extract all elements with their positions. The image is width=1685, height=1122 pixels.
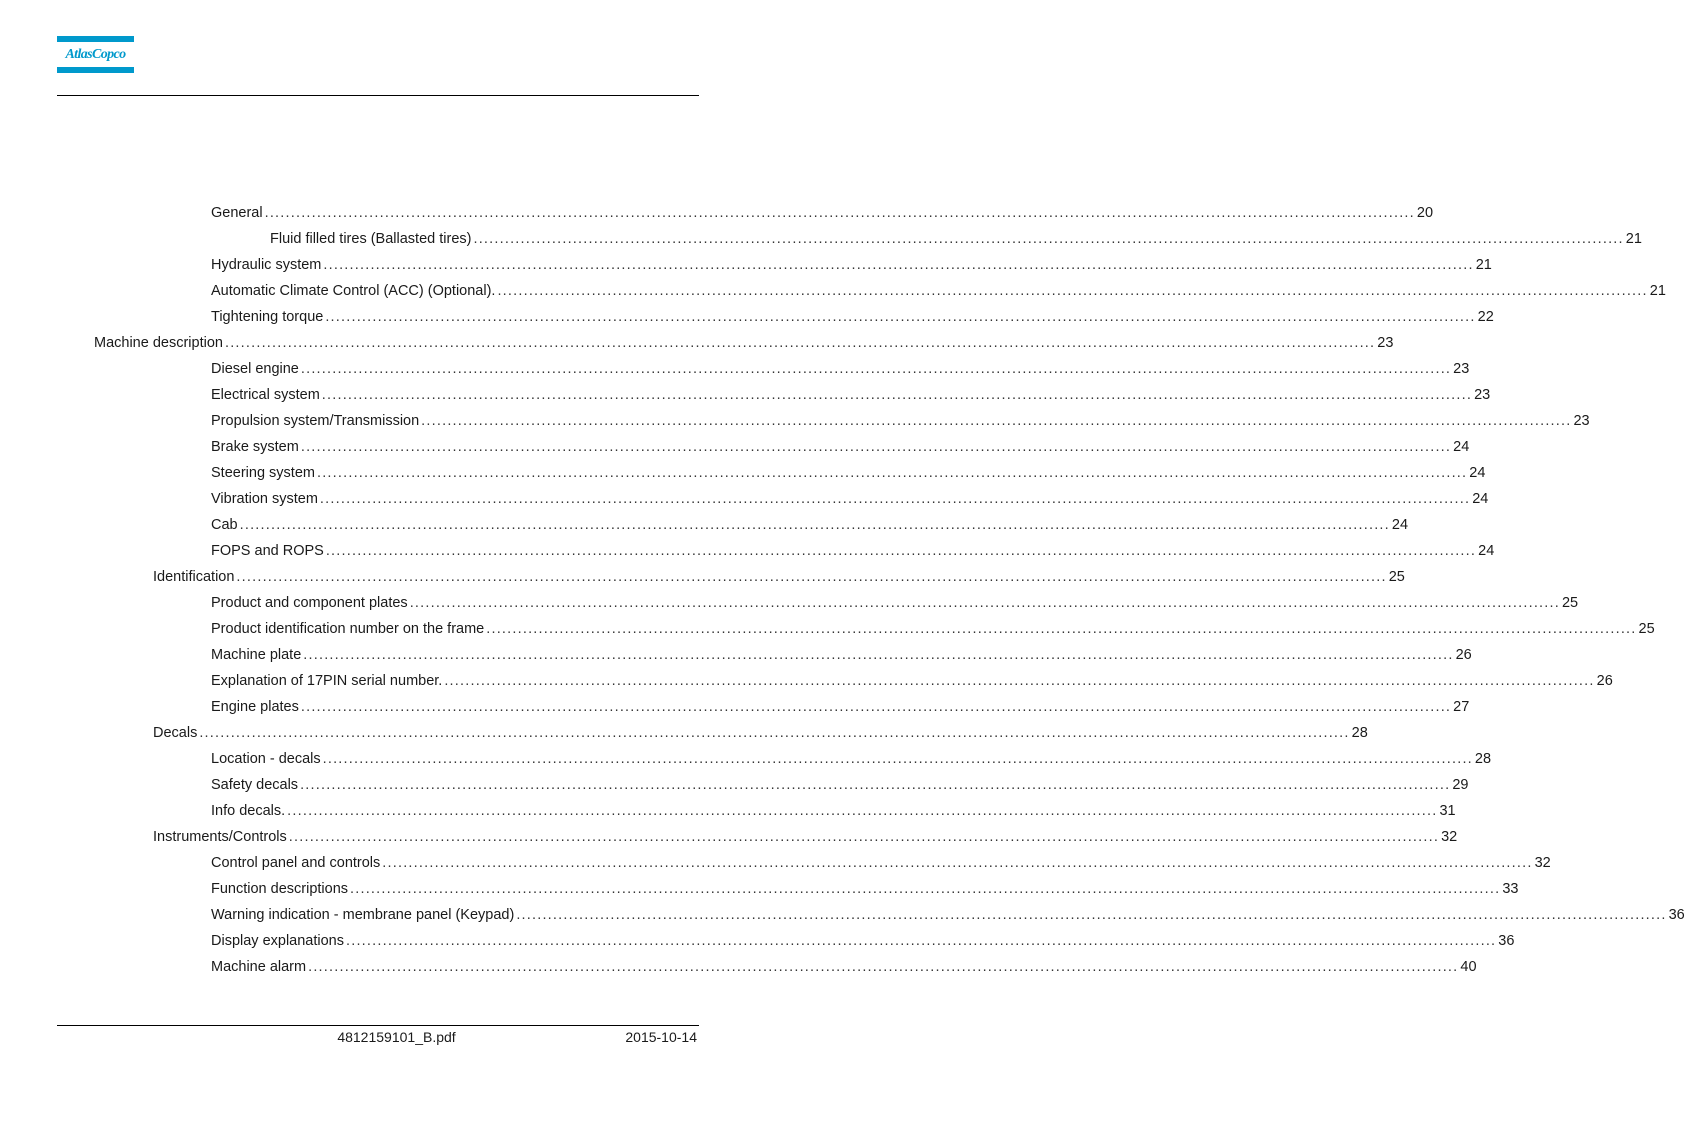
toc-dot-leader: ............................................................................................................................................................................................................................ — [325, 309, 1476, 325]
toc-entry-page: 20 — [1416, 205, 1434, 221]
toc-entry-page: 21 — [1475, 257, 1492, 273]
toc-dot-leader: ............................................................................................................................................................................................................................ — [316, 465, 1468, 481]
toc-dot-leader: ............................................................................................................................................................................................................................ — [409, 595, 1560, 611]
toc-entry-title: Engine plates — [211, 699, 299, 715]
toc-dot-leader: ............................................................................................................................................................................................................................ — [303, 647, 1454, 663]
toc-entry[interactable] — [211, 278, 1666, 304]
toc-dot-leader: ............................................................................................................................................................................................................................ — [288, 829, 1440, 845]
toc-entry-page: 24 — [1453, 439, 1470, 455]
toc-dot-leader: ............................................................................................................................................................................................................................ — [350, 881, 1501, 897]
toc-entry-page: 36 — [1498, 933, 1515, 949]
atlas-copco-logo — [57, 36, 134, 73]
toc-entry-page: 24 — [1478, 543, 1495, 559]
toc-dot-leader: ............................................................................................................................................................................................................................ — [486, 621, 1637, 637]
toc-entry[interactable] — [211, 304, 1494, 330]
toc-entry-title: Machine plate — [211, 647, 302, 663]
toc-entry[interactable] — [211, 902, 1685, 928]
toc-dot-leader: ............................................................................................................................................................................................................................ — [319, 491, 1471, 507]
toc-dot-leader: ............................................................................................................................................................................................................................ — [421, 413, 1572, 429]
toc-entry-title: FOPS and ROPS — [211, 543, 324, 559]
logo-bottom-bar — [57, 67, 134, 73]
toc-dot-leader: ............................................................................................................................................................................................................................ — [300, 777, 1451, 793]
toc-entry-title: Explanation of 17PIN serial number. — [211, 673, 443, 689]
toc-entry-page: 23 — [1474, 387, 1491, 403]
toc-entry[interactable] — [211, 928, 1515, 954]
toc-entry[interactable] — [211, 434, 1470, 460]
toc-entry-page: 28 — [1351, 725, 1368, 741]
toc-dot-leader: ............................................................................................................................................................................................................................ — [346, 933, 1497, 949]
toc-entry-page: 28 — [1474, 751, 1492, 767]
toc-entry[interactable] — [211, 876, 1519, 902]
toc-entry-title: Instruments/Controls — [153, 829, 287, 845]
toc-entry-title: Electrical system — [211, 387, 320, 403]
toc-entry[interactable] — [211, 850, 1551, 876]
toc-entry-page: 27 — [1453, 699, 1470, 715]
toc-entry[interactable] — [211, 616, 1655, 642]
toc-entry-page: 21 — [1625, 231, 1642, 247]
toc-entry-page: 24 — [1391, 517, 1409, 533]
toc-entry[interactable] — [211, 460, 1486, 486]
toc-dot-leader: ............................................................................................................................................................................................................................ — [497, 283, 1648, 299]
toc-dot-leader: ............................................................................................................................................................................................................................ — [473, 231, 1624, 247]
toc-dot-leader: ............................................................................................................................................................................................................................ — [322, 751, 1473, 767]
toc-entry[interactable] — [211, 590, 1579, 616]
toc-entry[interactable] — [211, 512, 1409, 538]
toc-entry-title: Location - decals — [211, 751, 321, 767]
header-divider — [57, 95, 699, 96]
toc-entry-page: 25 — [1638, 621, 1655, 637]
toc-entry[interactable] — [211, 798, 1456, 824]
toc-entry-page: 21 — [1649, 283, 1666, 299]
toc-entry-page: 33 — [1502, 881, 1519, 897]
toc-entry[interactable] — [211, 356, 1470, 382]
toc-entry[interactable] — [153, 564, 1405, 590]
toc-entry-title: Vibration system — [211, 491, 318, 507]
toc-dot-leader: ............................................................................................................................................................................................................................ — [321, 387, 1473, 403]
toc-entry-title: Product identification number on the frame — [211, 621, 485, 637]
toc-entry[interactable] — [211, 486, 1489, 512]
toc-dot-leader: ............................................................................................................................................................................................................................ — [236, 569, 1387, 585]
toc-entry-title: Automatic Climate Control (ACC) (Optional). — [211, 283, 496, 299]
toc-entry[interactable] — [211, 252, 1492, 278]
footer-filename: 4812159101_B.pdf — [337, 1029, 456, 1045]
toc-entry-title: Fluid filled tires (Ballasted tires) — [270, 231, 472, 247]
toc-entry-title: Diesel engine — [211, 361, 299, 377]
toc-dot-leader: ............................................................................................................................................................................................................................ — [300, 361, 1452, 377]
toc-dot-leader: ............................................................................................................................................................................................................................ — [264, 205, 1415, 221]
toc-entry-title: Decals — [153, 725, 198, 741]
toc-entry[interactable] — [94, 330, 1394, 356]
toc-dot-leader: ............................................................................................................................................................................................................................ — [300, 439, 1452, 455]
toc-entry-page: 24 — [1472, 491, 1489, 507]
toc-dot-leader: ............................................................................................................................................................................................................................ — [382, 855, 1533, 871]
toc-entry[interactable] — [211, 538, 1495, 564]
toc-entry-title: Safety decals — [211, 777, 299, 793]
toc-entry[interactable] — [270, 226, 1642, 252]
toc-entry-page: 23 — [1573, 413, 1590, 429]
toc-entry-page: 29 — [1452, 777, 1469, 793]
toc-dot-leader: ............................................................................................................................................................................................................................ — [287, 803, 1438, 819]
toc-dot-leader: ............................................................................................................................................................................................................................ — [308, 959, 1459, 975]
toc-dot-leader: ............................................................................................................................................................................................................................ — [199, 725, 1350, 741]
toc-entry-title: Product and component plates — [211, 595, 408, 611]
toc-entry[interactable] — [211, 772, 1469, 798]
toc-entry-page: 26 — [1596, 673, 1613, 689]
toc-entry-title: Brake system — [211, 439, 299, 455]
toc-dot-leader: ............................................................................................................................................................................................................................ — [239, 517, 1390, 533]
toc-entry-title: Propulsion system/Transmission — [211, 413, 420, 429]
toc-entry-page: 25 — [1388, 569, 1405, 585]
toc-entry[interactable] — [211, 954, 1477, 980]
toc-entry-title: Tightening torque — [211, 309, 324, 325]
toc-entry-title: Hydraulic system — [211, 257, 322, 273]
toc-entry-page: 32 — [1534, 855, 1551, 871]
toc-dot-leader: ............................................................................................................................................................................................................................ — [444, 673, 1595, 689]
toc-entry-title: Steering system — [211, 465, 315, 481]
toc-entry-title: Identification — [153, 569, 235, 585]
toc-entry-title: Display explanations — [211, 933, 344, 949]
toc-entry[interactable] — [211, 200, 1434, 226]
toc-entry[interactable] — [211, 642, 1472, 668]
toc-entry[interactable] — [211, 408, 1590, 434]
toc-dot-leader: ............................................................................................................................................................................................................................ — [325, 543, 1477, 559]
toc-entry[interactable] — [153, 824, 1458, 850]
footer-date: 2015-10-14 — [625, 1029, 697, 1045]
toc-entry-title: Function descriptions — [211, 881, 349, 897]
logo-top-bar — [57, 36, 134, 42]
toc-entry-page: 24 — [1469, 465, 1486, 481]
toc-entry-title: Control panel and controls — [211, 855, 381, 871]
toc-entry[interactable] — [211, 668, 1613, 694]
toc-entry-page: 25 — [1561, 595, 1579, 611]
toc-entry-page: 40 — [1460, 959, 1477, 975]
toc-entry-title: Info decals. — [211, 803, 286, 819]
toc-entry-page: 23 — [1377, 335, 1394, 351]
toc-entry[interactable] — [153, 720, 1368, 746]
toc-dot-leader: ............................................................................................................................................................................................................................ — [516, 907, 1667, 923]
toc-entry-page: 26 — [1455, 647, 1472, 663]
toc-entry-title: Cab — [211, 517, 238, 533]
toc-entry-title: Machine description — [94, 335, 223, 351]
toc-dot-leader: ............................................................................................................................................................................................................................ — [224, 335, 1376, 351]
toc-entry-page: 32 — [1441, 829, 1458, 845]
toc-entry-page: 23 — [1453, 361, 1470, 377]
toc-dot-leader: ............................................................................................................................................................................................................................ — [300, 699, 1452, 715]
toc-entry-page: 31 — [1439, 803, 1456, 819]
toc-dot-leader: ............................................................................................................................................................................................................................ — [323, 257, 1474, 273]
footer-divider — [57, 1025, 699, 1026]
toc-entry-title: Warning indication - membrane panel (Keypad) — [211, 907, 515, 923]
toc-entry[interactable] — [211, 694, 1470, 720]
logo-wordmark: AtlasCopco — [65, 47, 126, 62]
toc-entry-title: Machine alarm — [211, 959, 307, 975]
toc-entry-title: General — [211, 205, 263, 221]
toc-entry[interactable] — [211, 746, 1492, 772]
toc-entry[interactable] — [211, 382, 1491, 408]
toc-entry-page: 22 — [1477, 309, 1494, 325]
toc-entry-page: 36 — [1668, 907, 1685, 923]
